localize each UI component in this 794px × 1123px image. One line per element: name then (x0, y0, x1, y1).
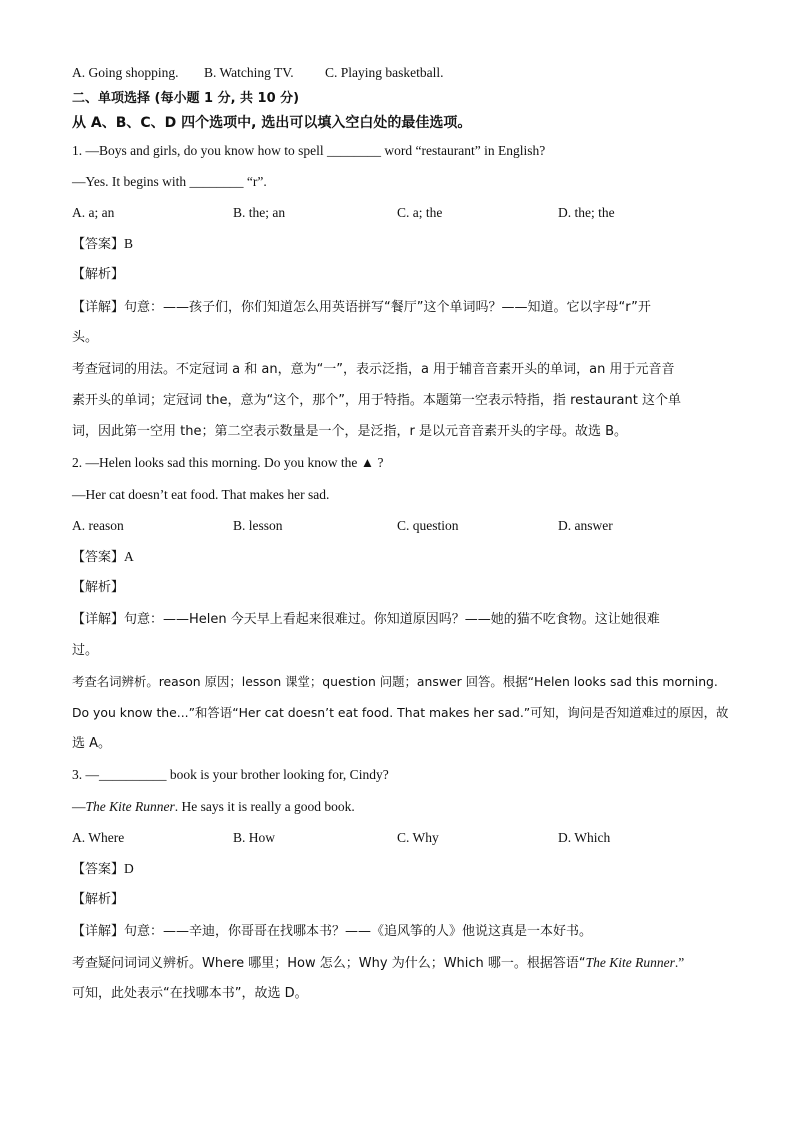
detail-label: 【详解】 (72, 612, 125, 627)
q3-analysis-label: 【解析】 (72, 892, 125, 907)
q1-detail-line1 (72, 298, 651, 317)
q1-explanation-line2: 素开头的单词；定冠词 the，意为“这个，那个”，用于特指。本题第一空表示特指，指 restaurant 这个单 (72, 393, 681, 408)
detail-label: 【详解】 (72, 924, 125, 939)
q3-answer (72, 860, 134, 879)
q3-detail-line1 (72, 922, 592, 941)
q1-option-d: D. the; the (558, 205, 615, 220)
q3-detail-text: 句意：——辛迪，你哥哥在找哪本书？——《追风筝的人》他说这真是一本好书。 (124, 924, 593, 939)
top-option-c: C. Playing basketball. (325, 65, 444, 80)
section-instruction: 从 A、B、C、D 四个选项中, 选出可以填入空白处的最佳选项。 (72, 115, 472, 131)
q2-answer (72, 548, 134, 567)
q2-line2: —Her cat doesn’t eat food. That makes her sad. (72, 487, 330, 502)
q2-explanation-line3: 选 A。 (72, 736, 112, 751)
q3-explanation-line2: 可知，此处表示“在找哪本书”，故选 D。 (72, 986, 308, 1001)
q3-option-b: B. How (233, 830, 276, 845)
q2-answer-value: A (124, 549, 134, 564)
q2-line1: 2. —Helen looks sad this morning. Do you know the ▲ ? (72, 455, 384, 470)
q1-answer-value: B (124, 236, 134, 251)
q1-explanation-line1: 考查冠词的用法。不定冠词 a 和 an，意为“一”，表示泛指，a 用于辅音音素开头的单词，an 用于元音音 (72, 362, 675, 377)
q2-detail-line1 (72, 610, 660, 629)
q1-line2: —Yes. It begins with ________ “r”. (72, 174, 267, 189)
top-option-a: A. Going shopping. (72, 65, 179, 80)
q1-detail-line2: 头。 (72, 330, 99, 345)
q2-option-d: D. answer (558, 518, 613, 533)
section-title: 二、单项选择 (每小题 1 分, 共 10 分) (72, 91, 300, 106)
q2-detail-text: 句意：——Helen 今天早上看起来很难过。你知道原因吗？——她的猫不吃食物。这让她很难 (124, 612, 660, 627)
q3-line2: —The Kite Runner. He says it is really a good book. (72, 799, 355, 814)
top-option-b: B. Watching TV. (204, 65, 294, 80)
q1-option-c: C. a; the (397, 205, 443, 220)
q3-line2-rest: . He says it is really a good book. (174, 799, 355, 814)
detail-label: 【详解】 (72, 300, 125, 315)
q3-book-title: The Kite Runner (85, 799, 175, 814)
q1-option-b: B. the; an (233, 205, 286, 220)
q3-option-d: D. Which (558, 830, 611, 845)
q1-analysis-label: 【解析】 (72, 267, 125, 282)
q2-detail-line2: 过。 (72, 643, 99, 658)
q3-answer-value: D (124, 861, 134, 876)
q3-explanation-line1 (72, 954, 684, 973)
q2-analysis-label: 【解析】 (72, 580, 125, 595)
q2-option-a: A. reason (72, 518, 124, 533)
q1-explanation-line3: 词，因此第一空用 the；第二空表示数量是一个，是泛指，r 是以元音音素开头的字母。故选 B。 (72, 424, 627, 439)
answer-label: 【答案】 (72, 862, 125, 877)
q3-option-a: A. Where (72, 830, 125, 845)
q2-option-c: C. question (397, 518, 459, 533)
answer-label: 【答案】 (72, 237, 125, 252)
q3-option-c: C. Why (397, 830, 439, 845)
q1-answer (72, 235, 133, 254)
answer-label: 【答案】 (72, 550, 125, 565)
q2-option-b: B. lesson (233, 518, 283, 533)
q2-explanation-line2: Do you know the...”和答语“Her cat doesn’t eat food. That makes her sad.”可知，询问是否知道难过的原因，故 (72, 705, 729, 720)
q2-explanation-line1: 考查名词辨析。reason 原因；lesson 课堂；question 问题；answer 回答。根据“Helen looks sad this morning. (72, 674, 718, 689)
q3-line1: 3. —__________ book is your brother looking for, Cindy? (72, 767, 389, 782)
q3-explanation-post: .” (674, 955, 685, 970)
q3-explanation-pre: 考查疑问词词义辨析。Where 哪里；How 怎么；Why 为什么；Which 哪一。根据答语“ (72, 956, 586, 971)
q1-option-a: A. a; an (72, 205, 115, 220)
q3-explanation-title: The Kite Runner (585, 955, 675, 970)
q1-line1: 1. —Boys and girls, do you know how to spell ________ word “restaurant” in English? (72, 143, 546, 158)
q1-detail-text: 句意：——孩子们，你们知道怎么用英语拼写“餐厅”这个单词吗？——知道。它以字母“r”开 (124, 300, 651, 315)
